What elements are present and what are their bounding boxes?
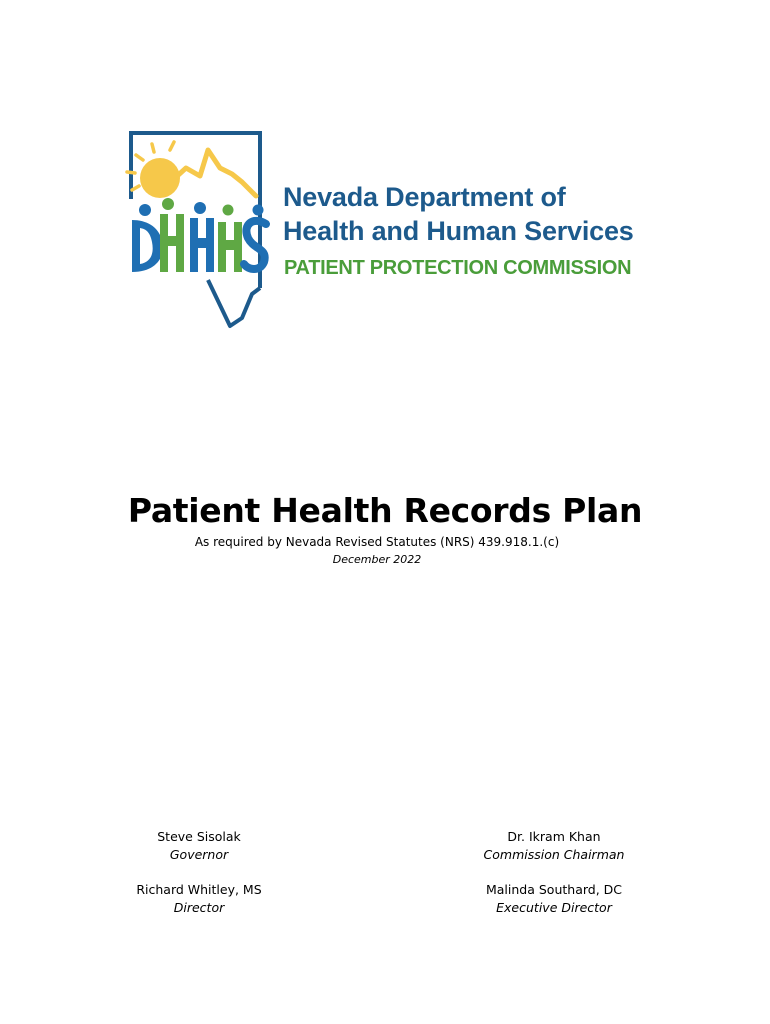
signatory-role: Governor bbox=[169, 847, 229, 862]
signatory-role: Executive Director bbox=[496, 900, 612, 915]
signatory-name: Malinda Southard, DC bbox=[485, 882, 623, 897]
signatory-governor bbox=[79, 828, 319, 864]
document-title: Patient Health Records Plan bbox=[127, 491, 643, 530]
logo-department-line1: Nevada Department of bbox=[283, 182, 566, 212]
logo-department-line2: Health and Human Services bbox=[283, 216, 634, 246]
document-date: December 2022 bbox=[332, 553, 422, 566]
signatory-name: Richard Whitley, MS bbox=[136, 882, 262, 897]
dhhs-logo bbox=[124, 128, 634, 333]
signatory-role: Commission Chairman bbox=[483, 847, 625, 862]
nevada-state-outline-logo-icon bbox=[124, 128, 274, 333]
signatory-name: Steve Sisolak bbox=[157, 829, 241, 844]
signatory-director bbox=[79, 881, 319, 917]
logo-commission-name: PATIENT PROTECTION COMMISSION bbox=[284, 257, 632, 279]
document-subtitle: As required by Nevada Revised Statutes (NRS) 439.918.1.(c) bbox=[194, 535, 560, 549]
signatory-commission-chairman bbox=[434, 828, 674, 864]
signatory-executive-director bbox=[434, 881, 674, 917]
signatory-role: Director bbox=[173, 900, 225, 915]
signatory-name: Dr. Ikram Khan bbox=[507, 829, 601, 844]
